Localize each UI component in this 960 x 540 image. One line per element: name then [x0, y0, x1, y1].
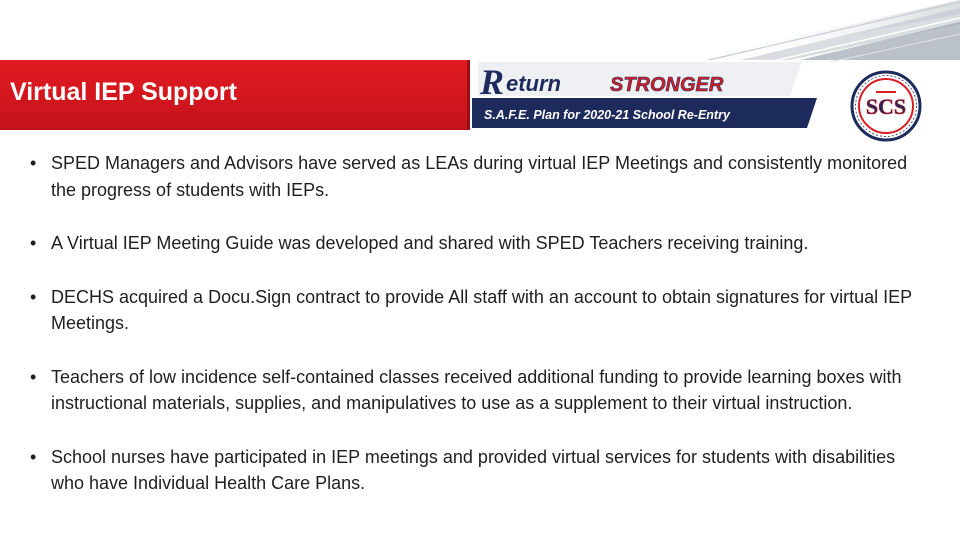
slide-title: Virtual IEP Support — [10, 78, 237, 106]
logo-r: R — [480, 62, 505, 102]
bullet-item — [30, 284, 930, 337]
school-seal-logo — [850, 70, 922, 142]
bullet-item — [30, 230, 930, 257]
bullet-item — [30, 444, 930, 497]
banner-tagline: S.A.F.E. Plan for 2020-21 School Re-Entry — [484, 108, 730, 122]
bullet-text: DECHS acquired a Docu.Sign contract to provide All staff with an account to obtain signatures for virtual IEP Meetings. — [51, 286, 912, 333]
seal-letters: SCS — [865, 94, 907, 119]
bullet-item — [30, 364, 930, 417]
logo-word-stronger: STRONGER — [610, 74, 724, 96]
bullet-list — [30, 150, 930, 497]
bullet-text: A Virtual IEP Meeting Guide was developed and shared with SPED Teachers receiving training. — [51, 233, 809, 253]
bullet-text: School nurses have participated in IEP meetings and provided virtual services for students with disabilities who have Individual Health Care Plans. — [51, 446, 896, 493]
logo-word-return: eturn — [506, 71, 561, 96]
bullet-text: SPED Managers and Advisors have served as LEAs during virtual IEP Meetings and consistently monitored the progress of students with IEPs. — [51, 153, 908, 200]
return-stronger-banner — [472, 60, 817, 130]
bullet-item — [30, 150, 930, 203]
bullet-text: Teachers of low incidence self-contained classes received additional funding to provide learning boxes with instructional materials, supplies, and manipulatives to use as a supplement to their virtual instruction. — [51, 366, 902, 413]
